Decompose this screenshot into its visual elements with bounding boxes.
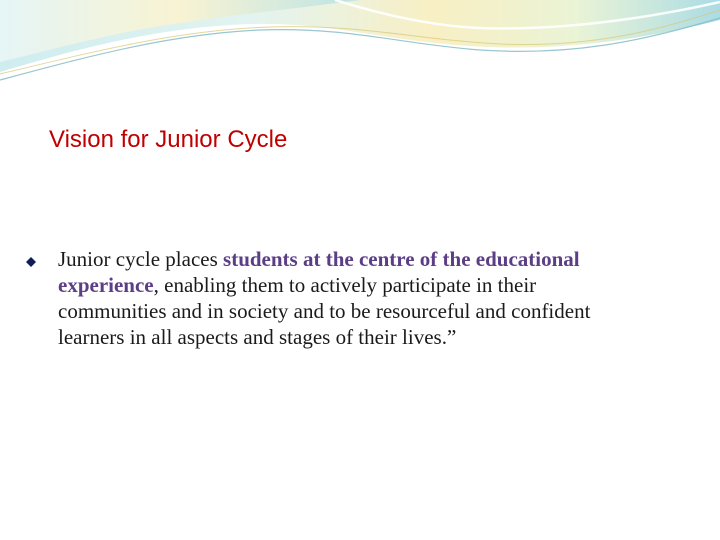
bullet-text-lead: Junior cycle places [58, 247, 224, 271]
header-wave-decoration [0, 0, 720, 110]
slide-title: Vision for Junior Cycle [49, 126, 288, 153]
diamond-bullet-icon [26, 257, 36, 267]
bullet-item [26, 246, 626, 350]
bullet-text-rest: , enabling them to actively participate in their communities and in society and to be resourceful and confident learners in all aspects and stages of their lives.” [58, 273, 591, 349]
bullet-emphasis: students at the centre of the educational experience [58, 247, 580, 297]
bullet-text [58, 246, 626, 350]
bullet-list [26, 246, 626, 350]
